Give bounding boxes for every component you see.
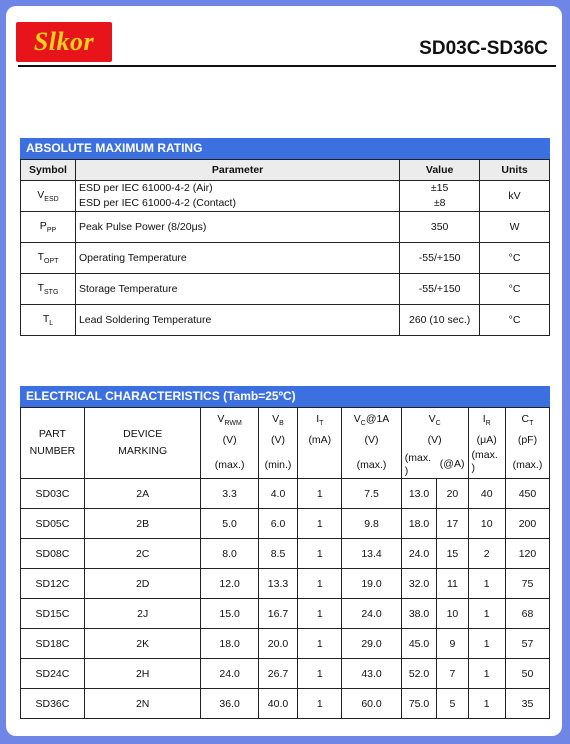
- ec-cell-vc-1a: 19.0: [342, 569, 401, 599]
- amr-section-title: ABSOLUTE MAXIMUM RATING: [20, 138, 550, 159]
- ec-cell-vc-1a: 13.4: [342, 539, 401, 569]
- ec-cell-vc-max: 24.0: [401, 539, 437, 569]
- ec-cell-device-marking: 2A: [84, 479, 201, 509]
- ec-cell-device-marking: 2H: [84, 659, 201, 689]
- ec-table-row: [21, 599, 550, 629]
- ec-cell-vc-max: 18.0: [401, 509, 437, 539]
- ec-cell-vc-a: 11: [437, 569, 468, 599]
- ec-cell-ct: 50: [505, 659, 549, 689]
- ec-cell-vc-1a: 9.8: [342, 509, 401, 539]
- amr-unit: W: [480, 212, 550, 243]
- ec-col-vc: $V_C$ (V) (max. ) (@A): [401, 408, 468, 479]
- ec-cell-it: 1: [298, 659, 342, 689]
- ec-cell-ir: 1: [468, 629, 505, 659]
- ec-cell-vb: 40.0: [258, 689, 298, 719]
- ec-cell-it: 1: [298, 599, 342, 629]
- logo-text: Slkor: [33, 27, 95, 56]
- ec-cell-vrwm: 8.0: [201, 539, 258, 569]
- ec-cell-ir: 10: [468, 509, 505, 539]
- ec-cell-part-number: SD03C: [21, 479, 85, 509]
- ec-cell-ct: 57: [505, 629, 549, 659]
- amr-value: -55/+150: [400, 274, 480, 305]
- ec-cell-part-number: SD05C: [21, 509, 85, 539]
- ec-table-row: [21, 629, 550, 659]
- ec-cell-vc-a: 15: [437, 539, 468, 569]
- amr-parameter: Lead Soldering Temperature: [75, 305, 399, 336]
- ec-cell-vc-1a: 43.0: [342, 659, 401, 689]
- ec-cell-vrwm: 36.0: [201, 689, 258, 719]
- document-title: SD03C-SD36C: [419, 38, 548, 59]
- ec-table-row: [21, 569, 550, 599]
- ec-cell-it: 1: [298, 629, 342, 659]
- amr-symbol: $T_{STG}$: [21, 274, 76, 305]
- ec-cell-vb: 13.3: [258, 569, 298, 599]
- ec-cell-part-number: SD36C: [21, 689, 85, 719]
- ec-cell-vrwm: 3.3: [201, 479, 258, 509]
- amr-col-units: Units: [480, 160, 550, 181]
- ec-cell-vc-max: 13.0: [401, 479, 437, 509]
- ec-cell-ir: 1: [468, 569, 505, 599]
- ec-table: [20, 407, 550, 719]
- ec-cell-vc-a: 7: [437, 659, 468, 689]
- amr-row: [21, 274, 550, 305]
- ec-cell-vc-a: 5: [437, 689, 468, 719]
- ec-cell-ir: 1: [468, 599, 505, 629]
- amr-row: [21, 305, 550, 336]
- ec-cell-vc-1a: 24.0: [342, 599, 401, 629]
- ec-cell-it: 1: [298, 689, 342, 719]
- ec-cell-ir: 1: [468, 659, 505, 689]
- amr-symbol: $P_{PP}$: [21, 212, 76, 243]
- ec-cell-vb: 16.7: [258, 599, 298, 629]
- ec-cell-ir: 1: [468, 689, 505, 719]
- amr-parameter: Peak Pulse Power (8/20μs): [75, 212, 399, 243]
- ec-table-row: [21, 659, 550, 689]
- ec-cell-vrwm: 12.0: [201, 569, 258, 599]
- ec-cell-vc-max: 52.0: [401, 659, 437, 689]
- amr-row: [21, 243, 550, 274]
- ec-cell-device-marking: 2J: [84, 599, 201, 629]
- ec-cell-part-number: SD15C: [21, 599, 85, 629]
- ec-cell-vc-a: 10: [437, 599, 468, 629]
- ec-cell-device-marking: 2B: [84, 509, 201, 539]
- amr-parameter: Operating Temperature: [75, 243, 399, 274]
- ec-cell-vc-a: 20: [437, 479, 468, 509]
- ec-cell-part-number: SD18C: [21, 629, 85, 659]
- ec-cell-vc-1a: 29.0: [342, 629, 401, 659]
- ec-cell-vb: 8.5: [258, 539, 298, 569]
- ec-cell-ct: 450: [505, 479, 549, 509]
- ec-cell-ct: 120: [505, 539, 549, 569]
- ec-cell-vb: 4.0: [258, 479, 298, 509]
- ec-cell-vb: 6.0: [258, 509, 298, 539]
- ec-cell-ct: 68: [505, 599, 549, 629]
- amr-table: [20, 159, 550, 336]
- ec-cell-it: 1: [298, 509, 342, 539]
- ec-cell-it: 1: [298, 569, 342, 599]
- ec-cell-device-marking: 2N: [84, 689, 201, 719]
- ec-col-vb: $V_B$ (V) (min.): [258, 408, 298, 479]
- ec-cell-vc-a: 9: [437, 629, 468, 659]
- ec-cell-vrwm: 24.0: [201, 659, 258, 689]
- header-rule: [18, 65, 556, 67]
- ec-cell-vc-max: 45.0: [401, 629, 437, 659]
- amr-symbol: $T_L$: [21, 305, 76, 336]
- amr-value: 350: [400, 212, 480, 243]
- amr-value: -55/+150: [400, 243, 480, 274]
- amr-col-symbol: Symbol: [21, 160, 76, 181]
- ec-section-title: ELECTRICAL CHARACTERISTICS (Tamb=25ºC): [20, 386, 550, 407]
- ec-cell-device-marking: 2D: [84, 569, 201, 599]
- ec-cell-ir: 40: [468, 479, 505, 509]
- amr-symbol: $V_{ESD}$: [21, 181, 76, 212]
- ec-table-row: [21, 479, 550, 509]
- datasheet-page: [6, 6, 562, 736]
- ec-table-row: [21, 509, 550, 539]
- ec-cell-vc-max: 38.0: [401, 599, 437, 629]
- ec-cell-vc-max: 75.0: [401, 689, 437, 719]
- slkor-logo: [16, 22, 112, 62]
- ec-cell-ct: 75: [505, 569, 549, 599]
- ec-cell-ct: 200: [505, 509, 549, 539]
- amr-col-parameter: Parameter: [75, 160, 399, 181]
- ec-cell-vb: 26.7: [258, 659, 298, 689]
- ec-cell-vc-a: 17: [437, 509, 468, 539]
- ec-cell-vb: 20.0: [258, 629, 298, 659]
- ec-cell-device-marking: 2K: [84, 629, 201, 659]
- amr-symbol: $T_{OPT}$: [21, 243, 76, 274]
- ec-col-device-marking: DEVICE MARKING: [84, 408, 201, 479]
- amr-unit: °C: [480, 305, 550, 336]
- amr-unit: °C: [480, 243, 550, 274]
- ec-table-row: [21, 539, 550, 569]
- amr-value: ±15 ±8: [400, 181, 480, 212]
- ec-cell-vc-1a: 7.5: [342, 479, 401, 509]
- amr-row: [21, 181, 550, 212]
- ec-cell-part-number: SD24C: [21, 659, 85, 689]
- ec-header-row: [21, 408, 550, 479]
- ec-cell-part-number: SD12C: [21, 569, 85, 599]
- ec-cell-ct: 35: [505, 689, 549, 719]
- ec-cell-it: 1: [298, 479, 342, 509]
- amr-unit: kV: [480, 181, 550, 212]
- amr-unit: °C: [480, 274, 550, 305]
- ec-cell-vc-max: 32.0: [401, 569, 437, 599]
- ec-table-row: [21, 689, 550, 719]
- ec-col-vc-1a: $V_C@1A$ (V) (max.): [342, 408, 401, 479]
- ec-cell-part-number: SD08C: [21, 539, 85, 569]
- amr-row: [21, 212, 550, 243]
- amr-value: 260 (10 sec.): [400, 305, 480, 336]
- amr-header-row: [21, 160, 550, 181]
- ec-cell-device-marking: 2C: [84, 539, 201, 569]
- ec-cell-it: 1: [298, 539, 342, 569]
- ec-cell-vrwm: 5.0: [201, 509, 258, 539]
- ec-cell-vrwm: 18.0: [201, 629, 258, 659]
- amr-parameter: Storage Temperature: [75, 274, 399, 305]
- ec-cell-vrwm: 15.0: [201, 599, 258, 629]
- ec-col-ct: $C_T$ (pF) (max.): [505, 408, 549, 479]
- ec-cell-vc-1a: 60.0: [342, 689, 401, 719]
- ec-cell-ir: 2: [468, 539, 505, 569]
- ec-col-vrwm: $V_{RWM}$ (V) (max.): [201, 408, 258, 479]
- ec-col-ir: $I_R$ (μA) (max. ): [468, 408, 505, 479]
- ec-col-it: $I_T$ (mA): [298, 408, 342, 479]
- ec-col-part-number: PART NUMBER: [21, 408, 85, 479]
- ec-body: [21, 479, 550, 719]
- amr-parameter: ESD per IEC 61000-4-2 (Air) ESD per IEC 61000-4-2 (Contact): [75, 181, 399, 212]
- amr-col-value: Value: [400, 160, 480, 181]
